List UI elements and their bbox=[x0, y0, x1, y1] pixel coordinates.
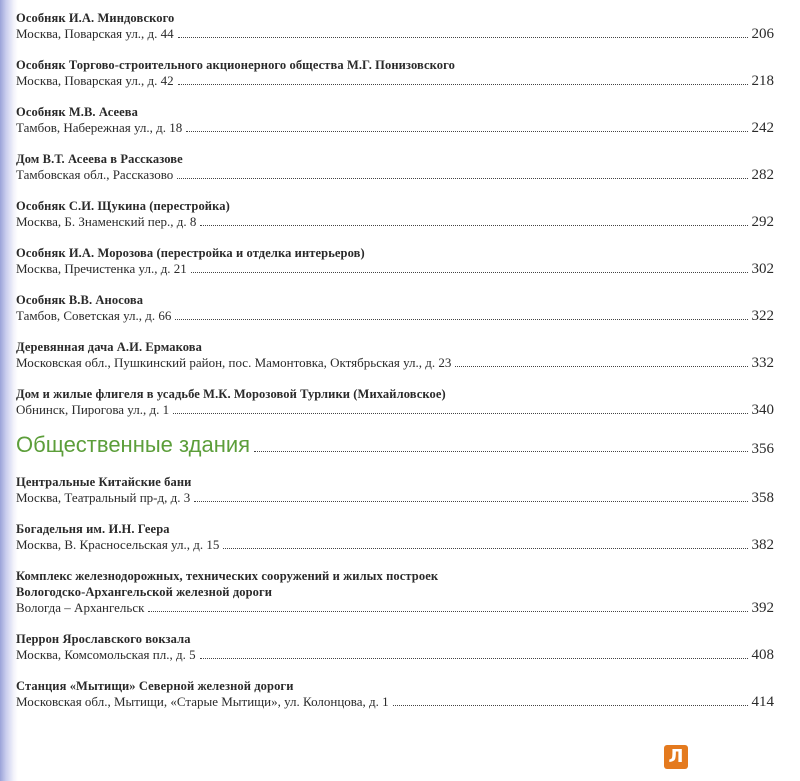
entry-title: Богадельня им. И.Н. Геера bbox=[16, 522, 170, 536]
entry-page: 218 bbox=[751, 73, 774, 89]
entry-page: 414 bbox=[751, 694, 774, 710]
entry-page: 282 bbox=[751, 167, 774, 183]
entry-title: Особняк И.А. Миндовского bbox=[16, 11, 175, 25]
entry-title-continuation: Вологодско-Архангельской железной дороги bbox=[16, 585, 273, 599]
entry-title: Особняк В.В. Аносова bbox=[16, 293, 144, 307]
publisher-logo-icon[interactable]: Л bbox=[664, 745, 688, 769]
table-of-contents bbox=[16, 10, 774, 710]
entry-page: 408 bbox=[751, 647, 774, 663]
entry-address: Москва, Комсомольская пл., д. 5 bbox=[16, 647, 196, 662]
entry-page: 382 bbox=[751, 537, 774, 553]
entry-address: Тамбов, Советская ул., д. 66 bbox=[16, 308, 172, 323]
leader-dots bbox=[186, 130, 747, 132]
leader-dots bbox=[194, 500, 747, 502]
toc-entry[interactable] bbox=[16, 386, 774, 418]
toc-entry[interactable] bbox=[16, 151, 774, 183]
entry-address: Московская обл., Мытищи, «Старые Мытищи», ул. Колонцова, д. 1 bbox=[16, 694, 389, 709]
section-title: Общественные здания bbox=[16, 432, 251, 457]
entry-address: Москва, Театральный пр-д, д. 3 bbox=[16, 490, 191, 505]
section-page: 356 bbox=[751, 441, 774, 457]
entry-address: Москва, Пречистенка ул., д. 21 bbox=[16, 261, 187, 276]
toc-entry[interactable] bbox=[16, 568, 774, 616]
entry-page: 392 bbox=[751, 600, 774, 616]
entry-title: Дом и жилые флигеля в усадьбе М.К. Морозовой Турлики (Михайловское) bbox=[16, 387, 446, 401]
entry-title: Центральные Китайские бани bbox=[16, 475, 192, 489]
leader-dots bbox=[393, 704, 748, 706]
entry-address: Обнинск, Пирогова ул., д. 1 bbox=[16, 402, 170, 417]
toc-entry[interactable] bbox=[16, 631, 774, 663]
entry-address: Москва, Б. Знаменский пер., д. 8 bbox=[16, 214, 197, 229]
entry-page: 302 bbox=[751, 261, 774, 277]
entry-address: Московская обл., Пушкинский район, пос. Мамонтовка, Октябрьская ул., д. 23 bbox=[16, 355, 452, 370]
section-heading[interactable] bbox=[16, 432, 774, 458]
entry-title: Особняк С.И. Щукина (перестройка) bbox=[16, 199, 230, 213]
entry-title: Деревянная дача А.И. Ермакова bbox=[16, 340, 202, 354]
entry-page: 322 bbox=[751, 308, 774, 324]
entry-title: Особняк И.А. Морозова (перестройка и отделка интерьеров) bbox=[16, 246, 365, 260]
entry-address: Москва, Поварская ул., д. 42 bbox=[16, 73, 174, 88]
entry-page: 206 bbox=[751, 26, 774, 42]
entry-title: Особняк Торгово-строительного акционерного общества М.Г. Понизовского bbox=[16, 58, 455, 72]
leader-dots bbox=[178, 36, 748, 38]
entry-title: Дом В.Т. Асеева в Рассказове bbox=[16, 152, 183, 166]
entry-address: Вологда – Архангельск bbox=[16, 600, 145, 615]
entry-address: Москва, Поварская ул., д. 44 bbox=[16, 26, 174, 41]
toc-entry[interactable] bbox=[16, 104, 774, 136]
entry-title: Комплекс железнодорожных, технических сооружений и жилых построек bbox=[16, 569, 439, 583]
leader-dots bbox=[223, 547, 747, 549]
entry-title: Станция «Мытищи» Северной железной дороги bbox=[16, 679, 294, 693]
toc-entry[interactable] bbox=[16, 521, 774, 553]
toc-entry[interactable] bbox=[16, 339, 774, 371]
toc-entry[interactable] bbox=[16, 245, 774, 277]
entry-page: 340 bbox=[751, 402, 774, 418]
leader-dots bbox=[177, 177, 747, 179]
entry-page: 242 bbox=[751, 120, 774, 136]
entry-page: 332 bbox=[751, 355, 774, 371]
entry-page: 292 bbox=[751, 214, 774, 230]
leader-dots bbox=[200, 657, 748, 659]
entry-title: Особняк М.В. Асеева bbox=[16, 105, 138, 119]
leader-dots bbox=[191, 271, 748, 273]
entry-page: 358 bbox=[751, 490, 774, 506]
leader-dots bbox=[455, 365, 747, 367]
leader-dots bbox=[200, 224, 747, 226]
toc-entry[interactable] bbox=[16, 10, 774, 42]
leader-dots bbox=[148, 610, 747, 612]
entry-address: Тамбовская обл., Рассказово bbox=[16, 167, 174, 182]
toc-entry[interactable] bbox=[16, 57, 774, 89]
entry-address: Тамбов, Набережная ул., д. 18 bbox=[16, 120, 183, 135]
entry-title: Перрон Ярославского вокзала bbox=[16, 632, 191, 646]
leader-dots bbox=[175, 318, 747, 320]
toc-entry[interactable] bbox=[16, 474, 774, 506]
leader-dots bbox=[254, 450, 747, 452]
toc-entry[interactable] bbox=[16, 678, 774, 710]
toc-entry[interactable] bbox=[16, 198, 774, 230]
toc-entry[interactable] bbox=[16, 292, 774, 324]
entry-address: Москва, В. Красносельская ул., д. 15 bbox=[16, 537, 220, 552]
leader-dots bbox=[178, 83, 748, 85]
leader-dots bbox=[173, 412, 747, 414]
